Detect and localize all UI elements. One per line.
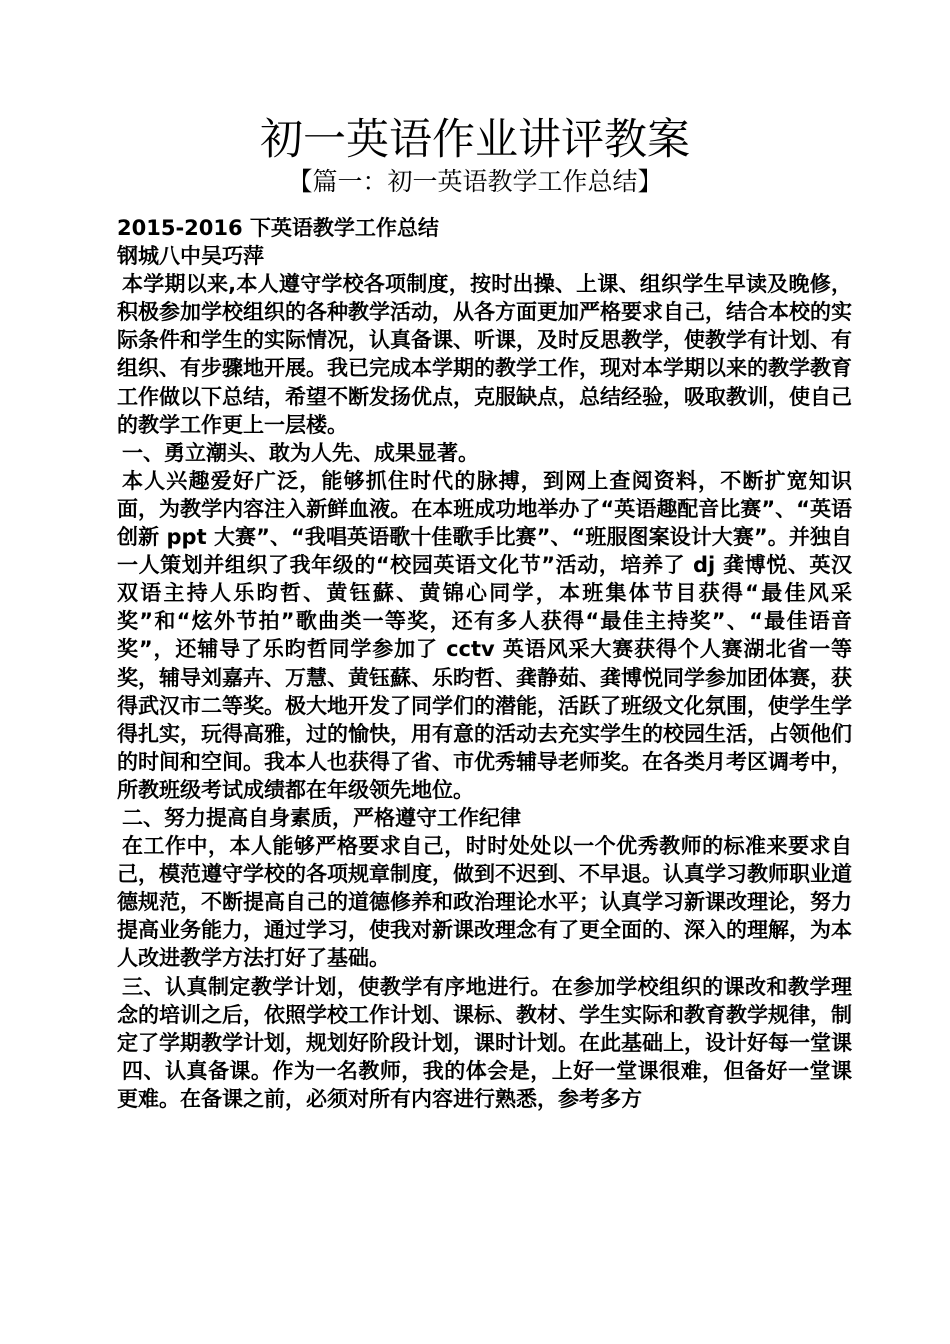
paragraph-section-2: 在工作中，本人能够严格要求自己，时时处处以一个优秀教师的标准来要求自己，模范遵守学校的各项规章制度，做到不迟到、不早退。认真学习教师职业道德规范，不断提高自己的道德修养和政治理论水平；认真学习新课改理论，努力提高业务能力，通过学习，使我对新课改理念有了更全面的、深入的理解，为本人改进教学方法打好了基础。 xyxy=(117,834,852,971)
paragraph-intro: 本学期以来,本人遵守学校各项制度，按时出操、上课、组织学生早读及晚修，积极参加学校组织的各种教学活动，从各方面更加严格要求自己，结合本校的实际条件和学生的实际情况，认真备课、听课，及时反思教学，使教学有计划、有组织、有步骤地开展。我已完成本学期的教学工作，现对本学期以来的教学教育工作做以下总结，希望不断发扬优点，克服缺点，总结经验，吸取教训，使自己的教学工作更上一层楼。 xyxy=(117,272,852,437)
document-subtitle: 【篇一：初一英语教学工作总结】 xyxy=(287,167,663,196)
document-title: 初一英语作业讲评教案 xyxy=(260,115,690,165)
author-line: 钢城八中吴巧萍 xyxy=(117,244,264,269)
paragraph-section-3: 三、认真制定教学计划，使教学有序地进行。在参加学校组织的课改和教学理念的培训之后，依照学校工作计划、课标、教材、学生实际和教育教学规律，制定了学期教学计划，规划好阶段计划，课时计划。在此基础上，设计好每一堂课 xyxy=(117,974,852,1055)
section-heading-2: 二、努力提高自身素质，严格遵守工作纪律 xyxy=(122,805,521,830)
paragraph-section-4: 四、认真备课。作为一名教师，我的体会是，上好一堂课很难，但备好一堂课更难。在备课之前，必须对所有内容进行熟悉，参考多方 xyxy=(117,1058,852,1111)
document-body xyxy=(117,214,852,1113)
report-title: 2015-2016 下英语教学工作总结 xyxy=(117,216,439,240)
section-heading-1: 一、勇立潮头、敢为人先、成果显著。 xyxy=(122,440,479,465)
paragraph-section-1: 本人兴趣爱好广泛，能够抓住时代的脉搏，到网上查阅资料，不断扩宽知识面，为教学内容注入新鲜血液。在本班成功地举办了“英语趣配音比赛”、“英语创新 ppt 大赛”、“我唱英语歌十佳歌手比赛”、“班服图案设计大赛”。并独自一人策划并组织了我年级的“校园英语文化节”活动，培养了 dj 龚博悦、英汉双语主持人乐昀哲、黄钰蘇、黄锦心同学，本班集体节目获得“最佳风采奖”和“炫外节拍”歌曲类一等奖，还有多人获得“最佳主持奖”、“最佳语音奖”，还辅导了乐昀哲同学参加了 cctv 英语风采大赛获得个人赛湖北省一等奖，辅导刘嘉卉、万慧、黄钰蘇、乐昀哲、龚静茹、龚博悦同学参加团体赛，获得武汉市二等奖。极大地开发了同学们的潜能，活跃了班级文化氛围，使学生学得扎实，玩得高雅，过的愉快，用有意的活动去充实学生的校园生活，占领他们的时间和空间。我本人也获得了省、市优秀辅导老师奖。在各类月考区调考中，所教班级考试成绩都在年级领先地位。 xyxy=(117,468,852,802)
